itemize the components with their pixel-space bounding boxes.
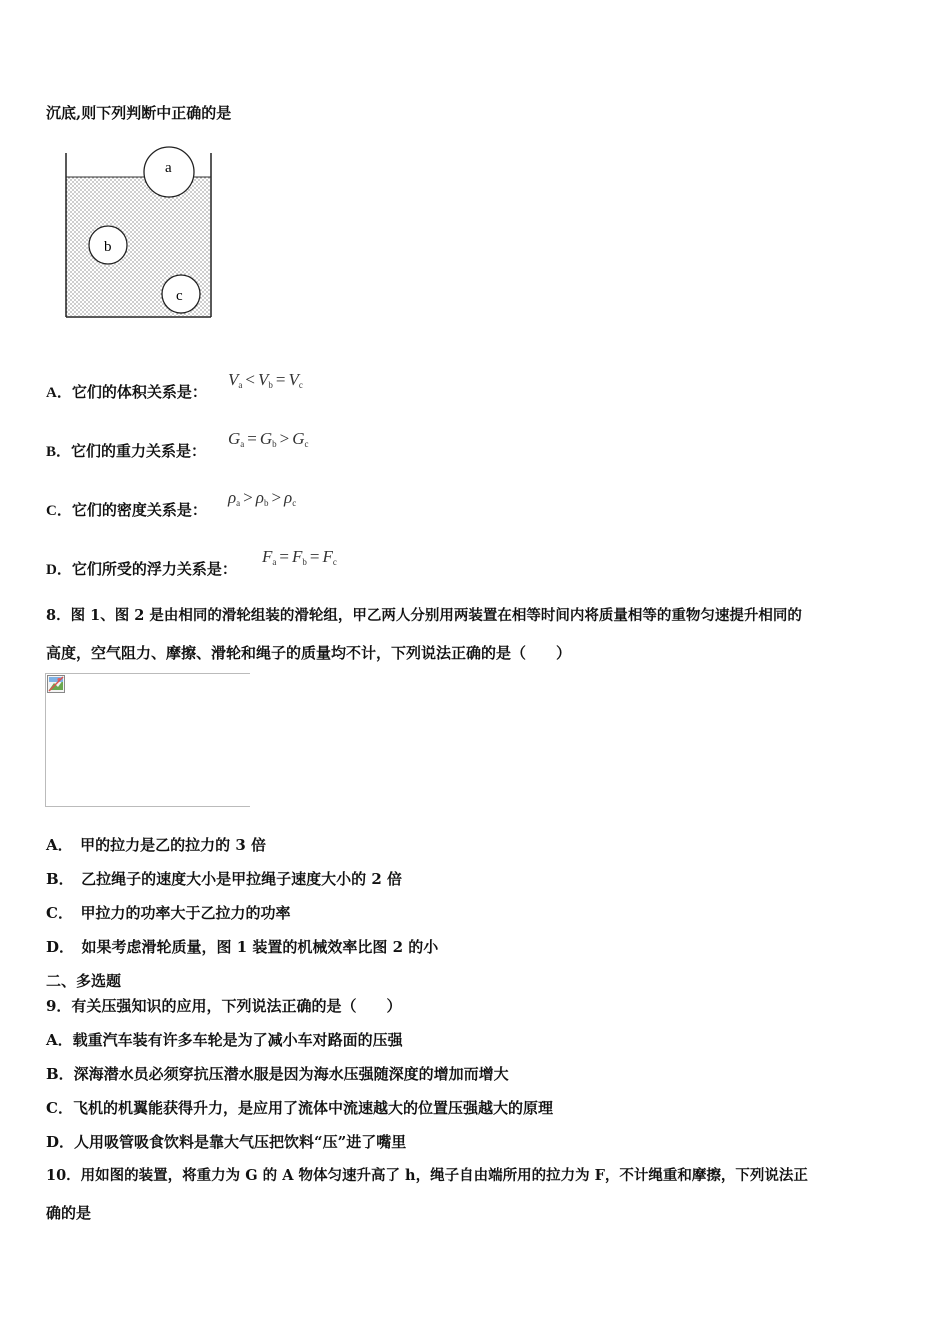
q7-option-b-label: B．它们的重力关系是： <box>46 444 207 460</box>
q9-option-c: C．飞机的机翼能获得升力，是应用了流体中流速越大的位置压强越大的原理 <box>46 1099 553 1117</box>
section-heading: 二、多选题 <box>46 972 122 990</box>
q7-option-a-formula: $V_a < V_b = V_c$ <box>228 370 303 390</box>
q7-option-a-label: A．它们的体积关系是： <box>46 385 207 401</box>
q7-option-c <box>46 500 207 521</box>
q7-option-c-formula: $\rho_a > \rho_b > \rho_c$ <box>228 488 297 508</box>
q7-option-d-formula: $F_a = F_b = F_c$ <box>262 547 337 567</box>
q7-option-b-formula: $G_a = G_b > G_c$ <box>228 429 309 449</box>
q9-option-a: A．载重汽车装有许多车轮是为了减小车对路面的压强 <box>46 1031 403 1049</box>
question-8-line-2: 高度，空气阻力、摩擦、滑轮和绳子的质量均不计，下列说法正确的是（ ） <box>46 644 572 662</box>
question-10-line-2: 确的是 <box>46 1204 92 1222</box>
question-7-stem: 沉底,则下列判断中正确的是 <box>46 104 232 122</box>
ball-c-label: c <box>176 288 183 304</box>
question-8-line-1: 8．图 1、图 2 是由相同的滑轮组装的滑轮组，甲乙两人分别用两装置在相等时间内将质量相等的重物匀速提升相同的 <box>46 607 802 624</box>
broken-image-placeholder <box>45 673 250 807</box>
question-10-line-1: 10．用如图的装置，将重力为 G 的 A 物体匀速升高了 h，绳子自由端所用的拉力为 F，不计绳重和摩擦，下列说法正 <box>46 1167 808 1184</box>
q8-option-a: A． 甲的拉力是乙的拉力的 3 倍 <box>46 836 267 854</box>
q8-option-d: D． 如果考虑滑轮质量，图 1 装置的机械效率比图 2 的小 <box>46 938 439 956</box>
q8-option-b: B． 乙拉绳子的速度大小是甲拉绳子速度大小的 2 倍 <box>46 870 403 888</box>
q7-option-a <box>46 382 207 403</box>
q7-option-c-label: C．它们的密度关系是： <box>46 503 207 519</box>
question-9-stem: 9．有关压强知识的应用，下列说法正确的是（ ） <box>46 997 402 1015</box>
broken-image-icon <box>47 675 65 693</box>
q9-option-d: D．人用吸管吸食饮料是靠大气压把饮料“压”进了嘴里 <box>46 1133 407 1151</box>
q7-option-b <box>46 441 206 462</box>
q7-option-d-label: D．它们所受的浮力关系是： <box>46 562 237 578</box>
q7-option-d <box>46 559 237 580</box>
q8-option-c: C． 甲拉力的功率大于乙拉力的功率 <box>46 904 291 922</box>
q9-option-b: B．深海潜水员必须穿抗压潜水服是因为海水压强随深度的增加而增大 <box>46 1065 509 1083</box>
ball-a-label: a <box>165 160 172 176</box>
beaker-figure <box>60 145 220 325</box>
ball-b-label: b <box>104 239 112 255</box>
